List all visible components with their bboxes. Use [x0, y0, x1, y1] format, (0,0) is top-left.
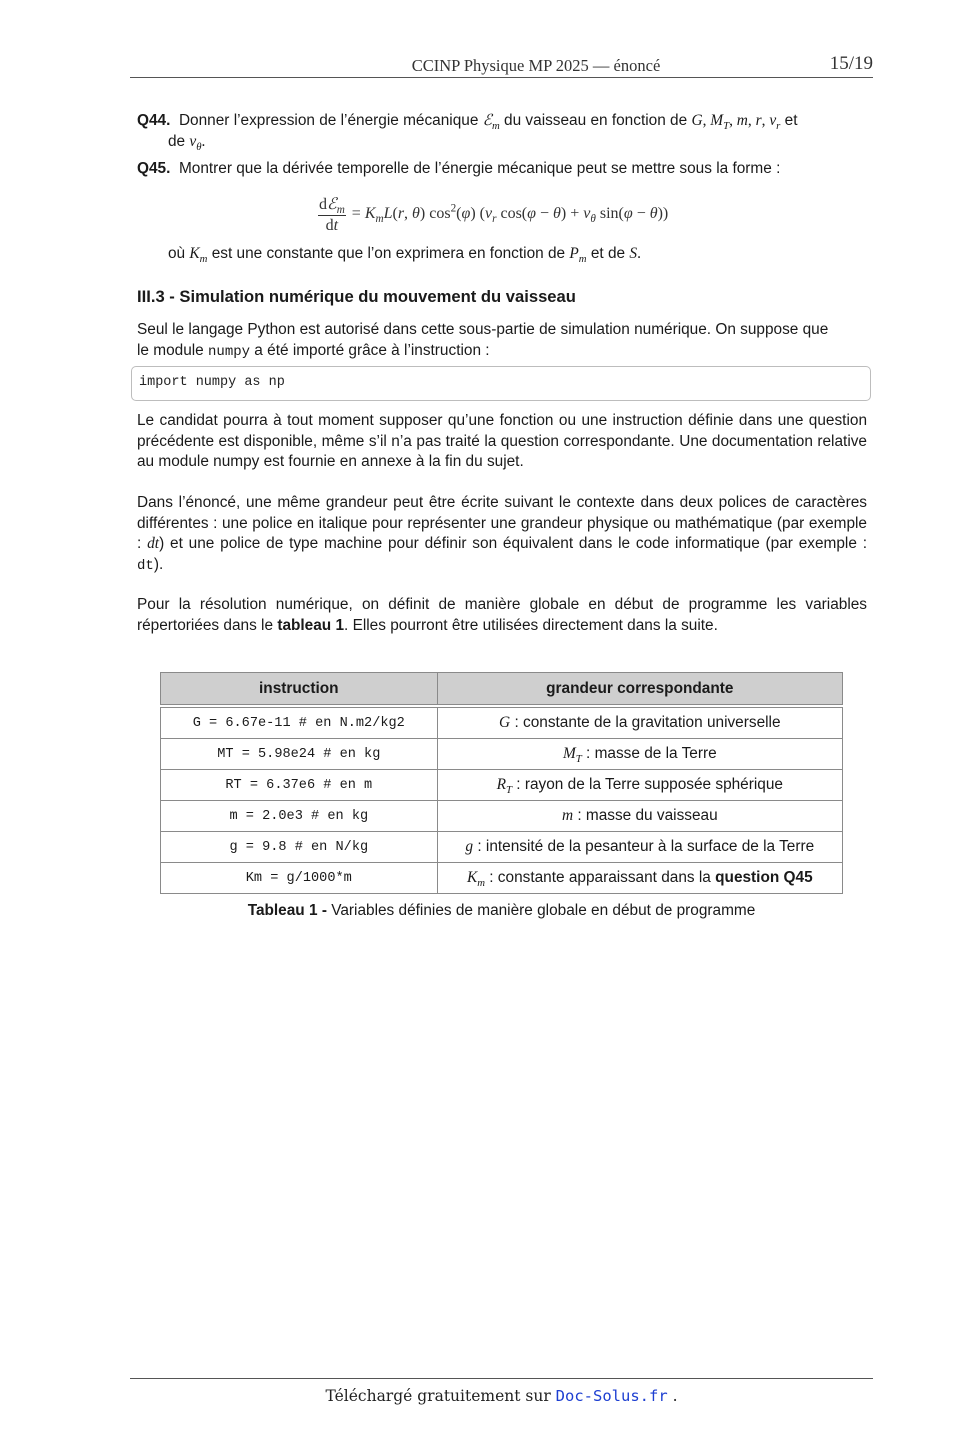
section-intro — [137, 320, 867, 362]
q44-text-part: Donner l’expression de l’énergie mécanique — [178, 112, 483, 129]
footer — [130, 1387, 873, 1405]
cell-instruction: MT = 5.98e24 # en kg — [161, 739, 438, 770]
page-number: 15/19 — [829, 53, 873, 74]
code-line: import numpy as np — [139, 375, 285, 390]
paragraph-part: ). — [153, 555, 164, 573]
paragraph-part: Pour la résolution numérique, on définit de manière globale en début de programme les variables répertoriées dans le — [137, 596, 867, 634]
paragraph-resolution — [137, 595, 867, 636]
math-dt: dt — [147, 535, 160, 552]
intro-line: le module — [137, 341, 209, 359]
table-row — [161, 770, 843, 801]
paragraph-part: ) et une police de type machine pour définir son équivalent dans le code informatique (par exemple : — [159, 535, 867, 552]
q44-text-part: de — [168, 132, 190, 150]
table-row — [161, 832, 843, 863]
math-energy-em: ℰ$_m$ — [482, 112, 500, 133]
intro-line: a été importé grâce à l’instruction : — [250, 341, 490, 359]
math-Km: $K_m$ — [189, 245, 208, 266]
equation-dEm-dt — [318, 192, 668, 236]
section-title: III.3 - Simulation numérique du mouvement du vaisseau — [137, 287, 576, 306]
table-row — [161, 801, 843, 832]
column-header-quantity: grandeur correspondante — [437, 673, 842, 705]
cell-instruction: g = 9.8 # en N/kg — [161, 832, 438, 863]
header-rule — [130, 77, 873, 78]
q45-followup: où $K_m$ est une constante que l’on exprimera en fonction de $P_m$ et de S. — [168, 245, 641, 266]
cell-quantity: m : masse du vaisseau — [437, 801, 842, 832]
equation-rhs: = $K_mL(r$, θ) $\cos^2(\varphi)$ ($v_r$ $\cos(\varphi - \theta) + v_\theta$ sin(φ − θ)) — [351, 202, 669, 226]
math-Pm: $P_m$ — [569, 245, 587, 266]
paragraph-fonts — [137, 493, 867, 576]
paragraph-part: . Elles pourront être utilisées directement dans la suite. — [344, 616, 718, 634]
q45-followup-part: où — [168, 245, 190, 262]
q44-text-part: du vaisseau en fonction de — [499, 112, 692, 129]
code-block — [131, 366, 871, 401]
running-header-title: CCINP Physique MP 2025 — énoncé — [411, 56, 661, 75]
paragraph-candidate: Le candidat pourra à tout moment supposer qu’une fonction ou une instruction définie dans une question précédente est disponible, même s’il n’a pas traité la question correspondante. Une documentation relative au module numpy est fournie en annexe à la fin du sujet. — [137, 412, 867, 470]
paragraph-part: Dans l’énoncé, une même grandeur peut être écrite suivant le contexte dans deux polices de caractères différentes : une police en italique pour représenter une grandeur physique ou mathématique (par exemple : — [137, 494, 867, 552]
footer-text: Téléchargé gratuitement sur — [325, 1387, 556, 1405]
table-row — [161, 863, 843, 894]
q45-followup-part: et de — [586, 245, 630, 262]
question-q45 — [137, 159, 867, 180]
table-caption — [160, 902, 843, 920]
q44-text-part: et — [780, 112, 798, 129]
math-variable-list: G — [691, 112, 703, 129]
cell-instruction: m = 2.0e3 # en kg — [161, 801, 438, 832]
table-row — [161, 739, 843, 770]
cell-quantity: g : intensité de la pesanteur à la surface de la Terre — [437, 832, 842, 863]
cell-instruction: Km = g/1000*m — [161, 863, 438, 894]
footer-text-end: . — [667, 1387, 678, 1405]
math-S: S — [629, 245, 638, 262]
table-row — [161, 708, 843, 739]
q45-label: Q45. — [137, 160, 171, 177]
table-header-row — [161, 673, 843, 705]
caption-text: Variables définies de manière globale en début de programme — [326, 902, 756, 919]
cell-instruction: G = 6.67e-11 # en N.m2/kg2 — [161, 708, 438, 739]
fraction-dEm-dt: $\frac{dℰ_m}{dt}$ — [319, 195, 345, 234]
variables-table — [160, 672, 843, 894]
cell-quantity: $K_m$ : constante apparaissant dans la question Q45 — [437, 863, 842, 894]
column-header-instruction: instruction — [161, 673, 438, 705]
intro-line: Seul le langage Python est autorisé dans cette sous-partie de simulation numérique. On suppose que — [137, 321, 829, 338]
cell-quantity: $M_T$ : masse de la Terre — [437, 739, 842, 770]
q45-text: Montrer que la dérivée temporelle de l’énergie mécanique peut se mettre sous la forme : — [178, 160, 781, 177]
caption-label: Tableau 1 - — [247, 902, 327, 919]
q44-label: Q44. — [137, 112, 171, 129]
math-v-theta: $v_\theta$ — [189, 132, 202, 153]
cell-quantity: G : constante de la gravitation universelle — [437, 708, 842, 739]
inline-code-dt: dt — [137, 557, 154, 574]
footer-link[interactable]: Doc-Solus.fr — [555, 1387, 668, 1405]
question-q44: Q44. Donner l’expression de l’énergie mécanique ℰ$_m$ du vaisseau en fonction de G, $M_T$, m, r, $v_r$ et de $v_\theta$. — [137, 112, 798, 153]
cell-instruction: RT = 6.37e6 # en m — [161, 770, 438, 801]
footer-rule — [130, 1378, 873, 1379]
table-reference: tableau 1 — [277, 616, 345, 634]
q45-followup-part: est une constante que l’on exprimera en fonction de — [207, 245, 570, 262]
cell-quantity: $R_T$ : rayon de la Terre supposée sphérique — [437, 770, 842, 801]
inline-code-numpy: numpy — [208, 343, 251, 360]
